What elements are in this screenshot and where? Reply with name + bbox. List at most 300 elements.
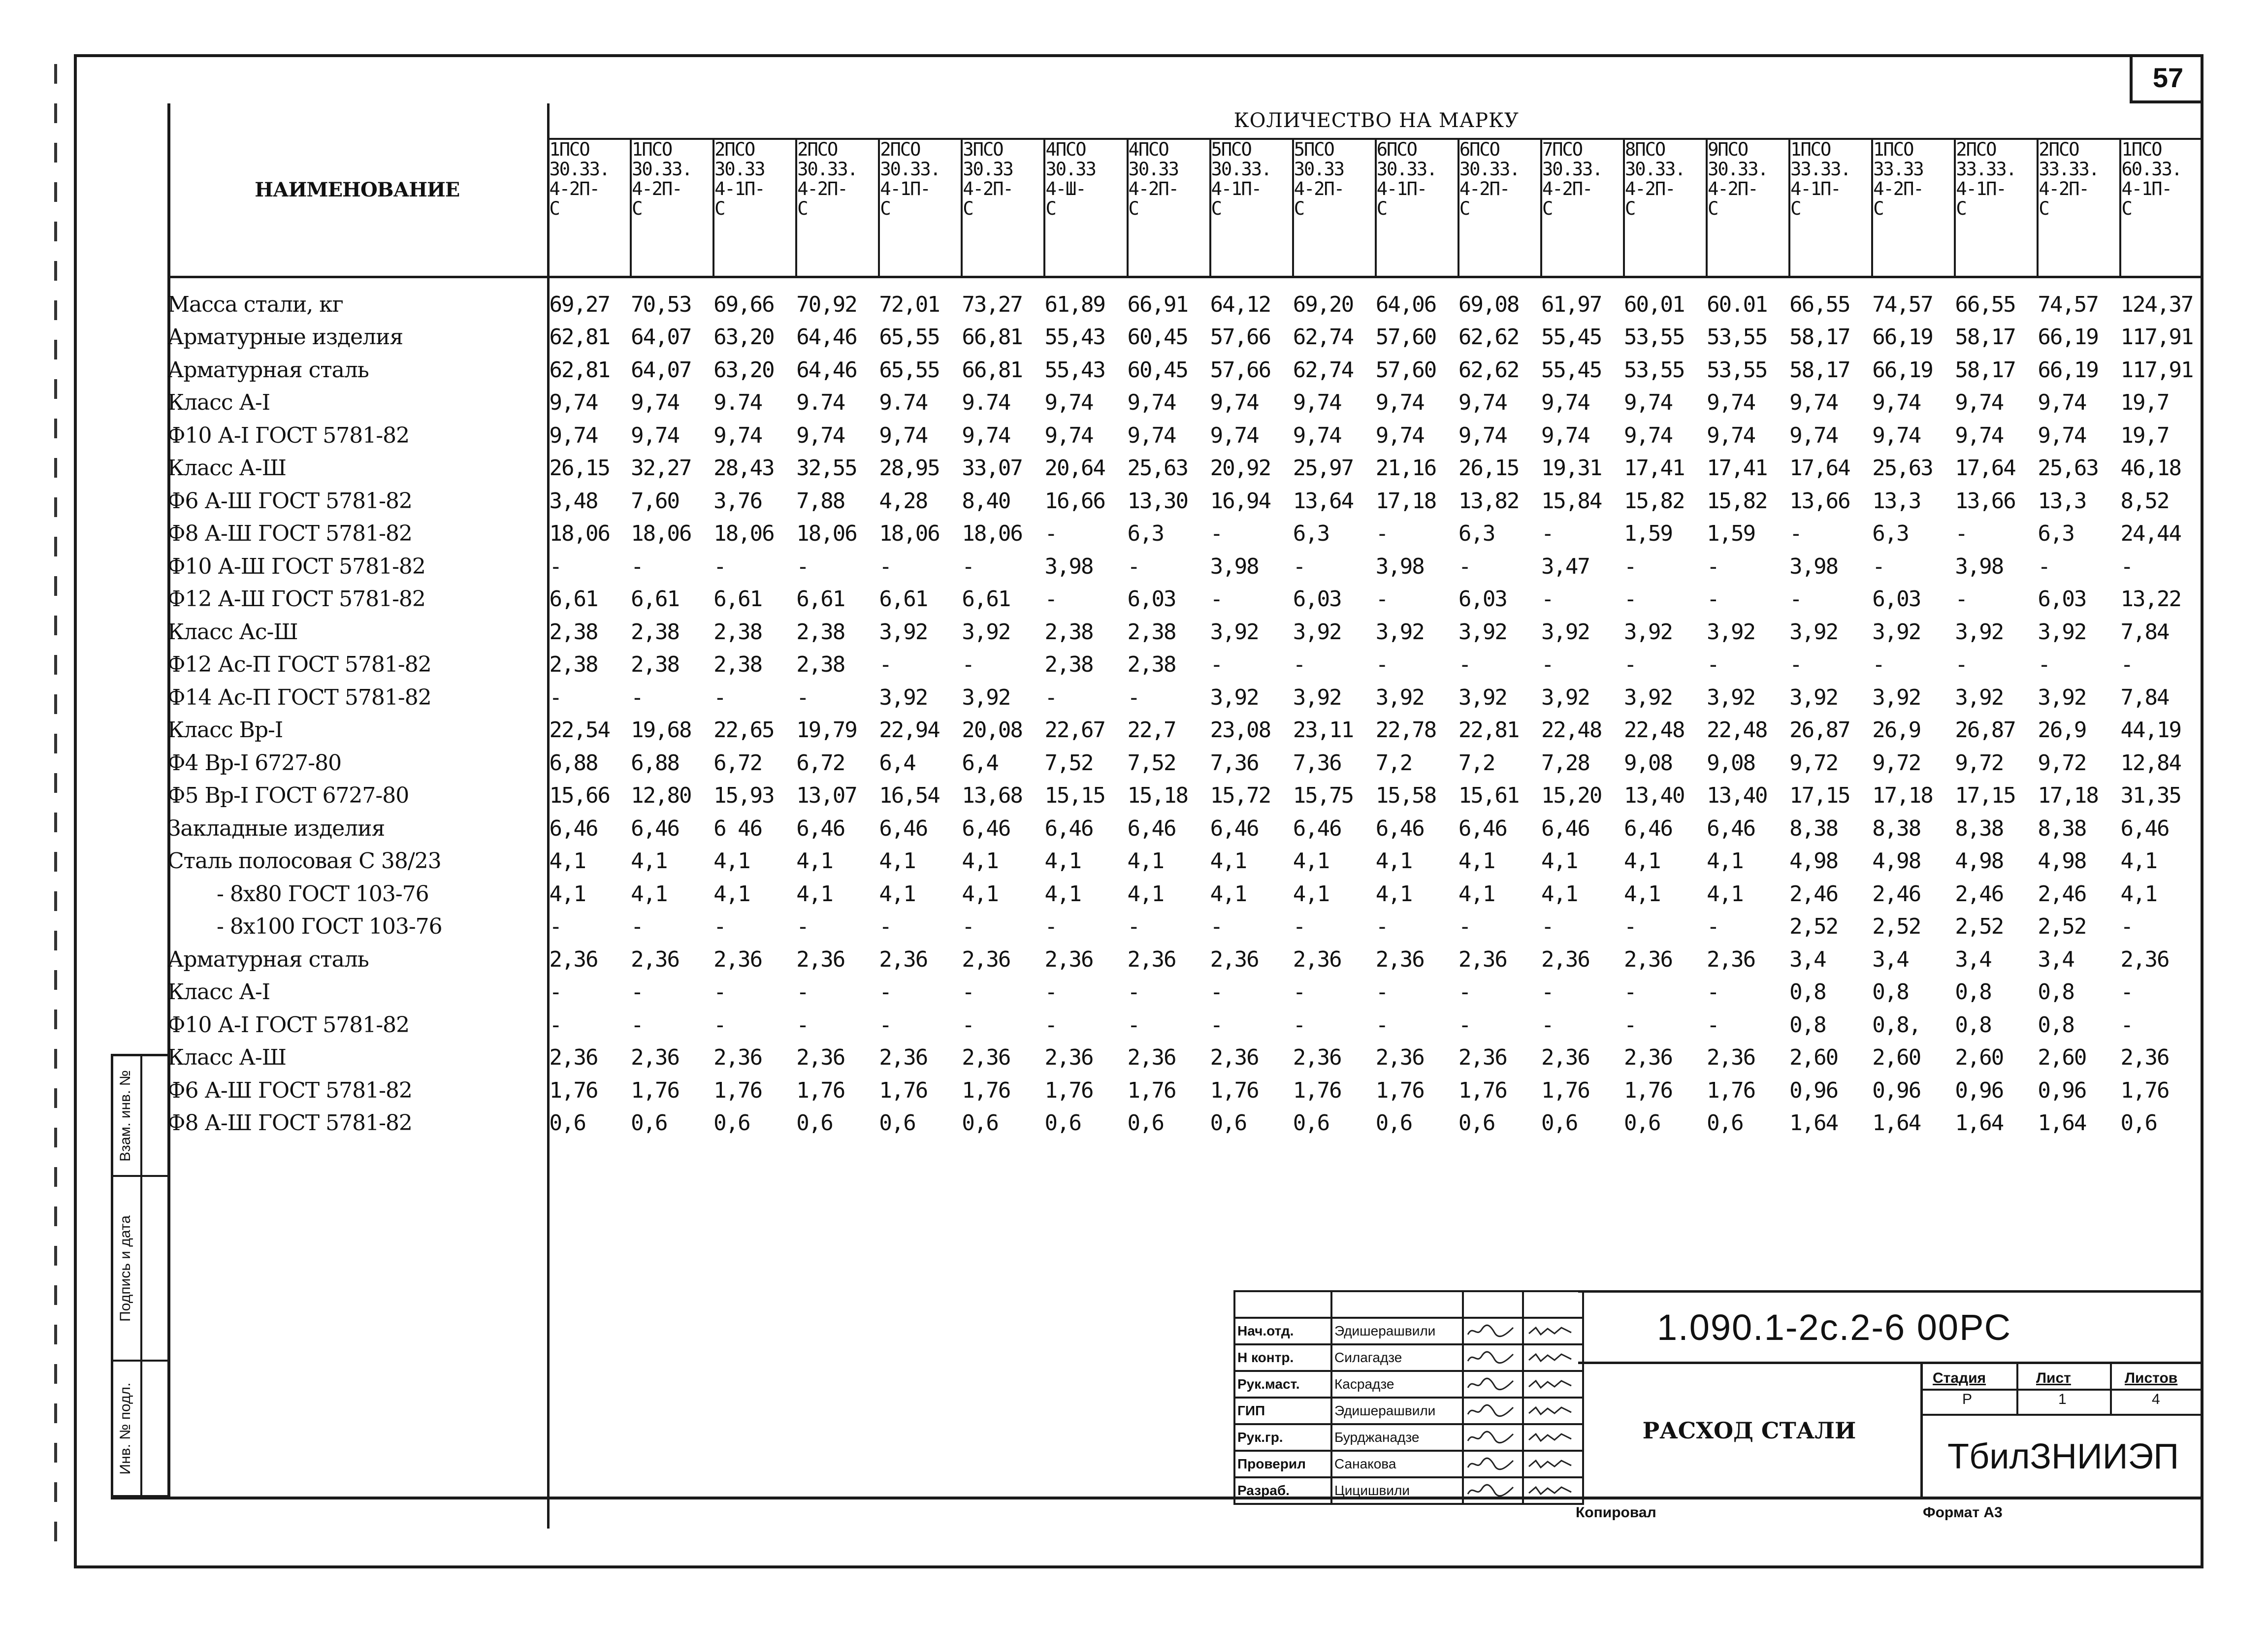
row-name: Ф10 А-I ГОСТ 5781-82 — [167, 1009, 548, 1042]
value-cell: 3,92 — [879, 684, 928, 710]
value-cell: 4,1 — [713, 848, 750, 874]
value-cell: - — [1789, 652, 1802, 678]
value-cell: - — [1458, 554, 1471, 579]
value-cell: 9,72 — [2038, 750, 2086, 776]
value-cell: 2,36 — [1458, 946, 1507, 972]
value-cell: - — [549, 684, 561, 710]
date-scribble-icon — [1526, 1483, 1575, 1498]
signature-date — [1523, 1424, 1583, 1451]
value-cell: 57,60 — [1375, 357, 1436, 383]
value-cell: 9,74 — [1707, 390, 1755, 416]
value-cell: 2,36 — [2120, 1045, 2169, 1071]
value-cell: 6,61 — [631, 586, 680, 612]
signature-role: Н контр. — [1234, 1344, 1331, 1371]
value-cell: 58,17 — [1955, 325, 2015, 350]
mark-code-line: 30.33 — [1128, 159, 1178, 180]
value-cell: 6,46 — [2120, 815, 2169, 841]
row-name: Ф8 А-Ш ГОСТ 5781-82 — [167, 518, 548, 551]
mark-code-line: 2ПСО — [1956, 139, 1996, 160]
value-cell: 15,82 — [1707, 488, 1767, 514]
page-number: 57 — [2130, 54, 2203, 103]
value-cell: 9,74 — [1458, 423, 1507, 448]
value-cell: - — [1293, 1012, 1305, 1038]
value-cell: 17,64 — [1955, 456, 2015, 481]
row-name: Ф12 А-Ш ГОСТ 5781-82 — [167, 583, 548, 616]
table-row — [167, 681, 2203, 714]
signature-date — [1523, 1398, 1583, 1424]
value-cell: 2,36 — [549, 946, 598, 972]
value-cell: 53,55 — [1707, 325, 1767, 350]
table-row — [167, 452, 2203, 485]
value-cell: 1,59 — [1707, 521, 1755, 547]
value-cell: 15,18 — [1127, 783, 1188, 809]
value-cell: 18,06 — [796, 521, 857, 547]
mark-column-header — [1458, 139, 1541, 277]
value-cell: 6,46 — [1707, 815, 1755, 841]
value-cell: 4,1 — [879, 848, 915, 874]
value-cell: - — [796, 554, 809, 579]
value-cell: 9.74 — [879, 390, 928, 416]
margin-label-inv: Инв. № подл. — [117, 1382, 133, 1474]
value-cell: - — [1375, 914, 1388, 940]
value-cell: 55,43 — [1044, 357, 1105, 383]
signature-blank-sign — [1463, 1291, 1523, 1318]
value-cell: 2,38 — [549, 619, 598, 645]
value-cell: 9,74 — [1044, 423, 1093, 448]
mark-code-line: 4-2П- — [1625, 178, 1675, 199]
value-cell: 3,92 — [1955, 684, 2004, 710]
value-cell: 20,92 — [1210, 456, 1271, 481]
row-name: Ф6 А-Ш ГОСТ 5781-82 — [167, 485, 548, 518]
signature-blank-date — [1523, 1291, 1583, 1318]
signature-role: Рук.гр. — [1234, 1424, 1331, 1451]
value-cell: 66,19 — [1872, 357, 1933, 383]
table-row — [167, 419, 2203, 452]
value-cell: 26,9 — [2038, 717, 2086, 743]
mark-column-header — [962, 139, 1044, 277]
value-cell: 9,74 — [1210, 390, 1259, 416]
value-cell: 3,92 — [1210, 684, 1259, 710]
stage-label: Стадия — [1933, 1370, 1986, 1386]
value-cell: 7,88 — [796, 488, 845, 514]
value-cell: 2,38 — [1044, 619, 1093, 645]
organization-name: ТбилЗНИИЭП — [1923, 1416, 2203, 1499]
value-cell: 4,1 — [879, 881, 915, 907]
table-row — [167, 747, 2203, 780]
margin-cell-sign — [113, 1177, 167, 1362]
mark-code-line: С — [1790, 198, 1801, 219]
value-cell: 66,81 — [962, 357, 1022, 383]
value-cell: 18,06 — [713, 521, 774, 547]
value-cell: 4,1 — [549, 848, 585, 874]
row-name: Ф6 А-Ш ГОСТ 5781-82 — [167, 1074, 548, 1107]
value-cell: 17,64 — [1789, 456, 1850, 481]
value-cell: - — [1541, 979, 1554, 1005]
table-row — [167, 1107, 2203, 1140]
handwritten-signature — [1463, 1318, 1523, 1344]
value-cell: - — [1624, 586, 1636, 612]
value-cell: 0,6 — [1541, 1110, 1578, 1136]
value-cell: 55,45 — [1541, 357, 1602, 383]
signature-squiggle-icon — [1466, 1377, 1515, 1392]
value-cell: 19,31 — [1541, 456, 1602, 481]
handwritten-signature — [1463, 1424, 1523, 1451]
date-scribble-icon — [1526, 1403, 1575, 1418]
value-cell: 1,59 — [1624, 521, 1672, 547]
value-cell: 4,1 — [1127, 848, 1164, 874]
value-cell: 6,61 — [879, 586, 928, 612]
value-cell: 2,60 — [1872, 1045, 1921, 1071]
row-name: Класс А-I — [167, 976, 548, 1009]
value-cell: 4,1 — [1293, 881, 1329, 907]
signature-person: Эдишерашвили — [1331, 1398, 1463, 1424]
mark-code-line: 4-1П- — [1790, 178, 1841, 199]
value-cell: 4,1 — [1044, 881, 1081, 907]
value-cell: 20,08 — [962, 717, 1022, 743]
value-cell: 15,20 — [1541, 783, 1602, 809]
value-cell: - — [1458, 652, 1471, 678]
table-row — [167, 911, 2203, 944]
value-cell: - — [713, 554, 726, 579]
value-cell: 12,84 — [2120, 750, 2181, 776]
value-cell: 0,6 — [1707, 1110, 1743, 1136]
value-cell: 6,4 — [962, 750, 998, 776]
value-cell: 0,96 — [1789, 1077, 1838, 1103]
value-cell: 4,1 — [1044, 848, 1081, 874]
value-cell: 19,79 — [796, 717, 857, 743]
row-name: Ф8 А-Ш ГОСТ 5781-82 — [167, 1107, 548, 1140]
value-cell: 3,92 — [962, 684, 1010, 710]
value-cell: 13,68 — [962, 783, 1022, 809]
mark-code-line: 4ПСО — [1045, 139, 1086, 160]
value-cell: 13,07 — [796, 783, 857, 809]
value-cell: 8,40 — [962, 488, 1010, 514]
value-cell: 9,74 — [879, 423, 928, 448]
value-cell: 3,48 — [549, 488, 598, 514]
value-cell: 61,89 — [1044, 292, 1105, 317]
value-cell: 2,38 — [631, 619, 680, 645]
value-cell: 26,15 — [549, 456, 610, 481]
mark-code-line: 4-2П- — [2039, 178, 2089, 199]
value-cell: 7,2 — [1458, 750, 1495, 776]
table-row — [167, 354, 2203, 387]
value-cell: 4,1 — [1210, 881, 1247, 907]
value-cell: 2,36 — [1293, 1045, 1341, 1071]
value-cell: - — [1789, 586, 1802, 612]
crop-mark-left — [54, 64, 57, 1541]
signature-date — [1523, 1477, 1583, 1504]
mark-code-line: 9ПСО — [1708, 139, 1748, 160]
mark-code-line: 7ПСО — [1542, 139, 1583, 160]
value-cell: 9,74 — [1293, 423, 1341, 448]
value-cell: 8,38 — [2038, 815, 2086, 841]
footer-format: Формат А3 — [1923, 1504, 2003, 1521]
value-cell: 31,35 — [2120, 783, 2181, 809]
value-cell: - — [1707, 979, 1719, 1005]
value-cell: 4,1 — [2120, 848, 2157, 874]
value-cell: 6,61 — [796, 586, 845, 612]
value-cell: 4,98 — [2038, 848, 2086, 874]
date-scribble-icon — [1526, 1377, 1575, 1392]
value-cell: 4,1 — [1624, 848, 1660, 874]
row-name: Класс А-Ш — [167, 452, 548, 485]
value-cell: - — [1044, 979, 1057, 1005]
value-cell: 62,74 — [1293, 325, 1354, 350]
value-cell: 3,92 — [1955, 619, 2004, 645]
value-cell: 9,74 — [1293, 390, 1341, 416]
sheets-value: 4 — [2152, 1391, 2160, 1407]
signature-person: Силагадзе — [1331, 1344, 1463, 1371]
value-cell: 2,36 — [1375, 1045, 1424, 1071]
stage-value: Р — [1962, 1391, 1973, 1407]
signature-person: Касрадзе — [1331, 1371, 1463, 1398]
value-cell: 9,74 — [549, 390, 598, 416]
margin-cell-replace — [113, 1056, 167, 1177]
mark-code-line: С — [632, 198, 642, 219]
value-cell: 4,1 — [1707, 848, 1743, 874]
value-cell: 0,6 — [1044, 1110, 1081, 1136]
value-cell: 1,76 — [2120, 1077, 2169, 1103]
row-name: Класс Ас-Ш — [167, 616, 548, 649]
value-cell: - — [1210, 586, 1223, 612]
value-cell: 19,7 — [2120, 423, 2169, 448]
mark-code-line: С — [1045, 198, 1056, 219]
row-name: Класс Вр-I — [167, 714, 548, 747]
value-cell: 3,92 — [1872, 684, 1921, 710]
signature-role: Разраб. — [1234, 1477, 1331, 1504]
value-cell: - — [1127, 684, 1140, 710]
value-cell: 6,46 — [1210, 815, 1259, 841]
signature-squiggle-icon — [1466, 1324, 1515, 1338]
value-cell: 9,74 — [1789, 390, 1838, 416]
value-cell: - — [879, 914, 891, 940]
value-cell: - — [631, 684, 643, 710]
value-cell: 1,76 — [1624, 1077, 1672, 1103]
value-cell: - — [1541, 521, 1554, 547]
value-cell: 2,38 — [796, 619, 845, 645]
value-cell: 1,76 — [962, 1077, 1010, 1103]
value-cell: 3,98 — [1044, 554, 1093, 579]
value-cell: 16,54 — [879, 783, 940, 809]
value-cell: 2,52 — [1955, 914, 2004, 940]
value-cell: 0,6 — [1293, 1110, 1329, 1136]
mark-code-line: 4-1П- — [1211, 178, 1262, 199]
value-cell: - — [1955, 586, 1967, 612]
signature-squiggle-icon — [1466, 1350, 1515, 1365]
value-cell: 6,4 — [879, 750, 915, 776]
row-name: Ф10 А-Ш ГОСТ 5781-82 — [167, 550, 548, 583]
value-cell: - — [1624, 979, 1636, 1005]
value-cell: 2,36 — [1624, 946, 1672, 972]
mark-code-line: 4-1П- — [2121, 178, 2171, 199]
value-cell: 2,36 — [1541, 946, 1589, 972]
value-cell: 1,76 — [1210, 1077, 1259, 1103]
value-cell: 13,40 — [1624, 783, 1685, 809]
value-cell: 0,6 — [549, 1110, 585, 1136]
value-cell: 65,55 — [879, 325, 940, 350]
value-cell: 17,15 — [1789, 783, 1850, 809]
value-cell: - — [1707, 652, 1719, 678]
value-cell: 3,92 — [962, 619, 1010, 645]
mark-column-header — [1376, 139, 1458, 277]
value-cell: 2,36 — [1707, 946, 1755, 972]
value-cell: 2,38 — [1127, 619, 1176, 645]
value-cell: 13,82 — [1458, 488, 1519, 514]
value-cell: 24,44 — [2120, 521, 2181, 547]
value-cell: 55,43 — [1044, 325, 1105, 350]
value-cell: 7,36 — [1293, 750, 1341, 776]
value-cell: 1,76 — [1707, 1077, 1755, 1103]
table-row — [167, 878, 2203, 911]
value-cell: - — [713, 1012, 726, 1038]
value-cell: 4,1 — [631, 848, 667, 874]
mark-column-header — [1624, 139, 1707, 277]
value-cell: 4,1 — [1127, 881, 1164, 907]
value-cell: 8,38 — [1872, 815, 1921, 841]
value-cell: 2,36 — [631, 946, 680, 972]
mark-code-line: 4-2П- — [1459, 178, 1510, 199]
value-cell: 26,87 — [1789, 717, 1850, 743]
value-cell: 66,55 — [1955, 292, 2015, 317]
value-cell: 0,6 — [1624, 1110, 1660, 1136]
mark-column-header — [1789, 139, 1872, 277]
value-cell: 70,92 — [796, 292, 857, 317]
value-cell: 2,36 — [1707, 1045, 1755, 1071]
handwritten-signature — [1463, 1477, 1523, 1504]
value-cell: 13,3 — [1872, 488, 1921, 514]
value-cell: - — [1293, 652, 1305, 678]
value-cell: 3,47 — [1541, 554, 1589, 579]
value-cell: 3,98 — [1210, 554, 1259, 579]
value-cell: 25,63 — [2038, 456, 2098, 481]
value-cell: 2,36 — [1541, 1045, 1589, 1071]
value-cell: - — [1127, 914, 1140, 940]
row-name: - 8х80 ГОСТ 103-76 — [167, 878, 548, 911]
row-name: Арматурная сталь — [167, 354, 548, 387]
value-cell: 2,38 — [631, 652, 680, 678]
value-cell: - — [1955, 521, 1967, 547]
value-cell: 9,74 — [1375, 390, 1424, 416]
mark-column-header — [1707, 139, 1789, 277]
signature-squiggle-icon — [1466, 1430, 1515, 1445]
mark-code-line: 1ПСО — [549, 139, 589, 160]
value-cell: 4,1 — [1210, 848, 1247, 874]
mark-column-header — [1872, 139, 1955, 277]
value-cell: 69,66 — [713, 292, 774, 317]
margin-cell-inv — [113, 1362, 167, 1497]
date-scribble-icon — [1526, 1457, 1575, 1471]
value-cell: 9,74 — [1541, 423, 1589, 448]
signature-row — [1234, 1477, 1583, 1504]
value-cell: 16,94 — [1210, 488, 1271, 514]
handwritten-signature — [1463, 1344, 1523, 1371]
mark-code-line: 33.33. — [2039, 159, 2099, 180]
value-cell: 25,63 — [1127, 456, 1188, 481]
value-cell: 1,76 — [1293, 1077, 1341, 1103]
value-cell: 62,62 — [1458, 357, 1519, 383]
mark-code-line: 30.33 — [963, 159, 1013, 180]
value-cell: 61,97 — [1541, 292, 1602, 317]
mark-code-line: 4-1П- — [1376, 178, 1427, 199]
value-cell: - — [1210, 521, 1223, 547]
value-cell: 4,28 — [879, 488, 928, 514]
value-cell: 17,18 — [1872, 783, 1933, 809]
mark-code-line: 30.33. — [549, 159, 610, 180]
value-cell: 9,74 — [1624, 423, 1672, 448]
value-cell: - — [1210, 914, 1223, 940]
mark-code-line: 6ПСО — [1459, 139, 1499, 160]
value-cell: - — [631, 979, 643, 1005]
margin-label-sign: Подпись и дата — [117, 1215, 133, 1322]
value-cell: 9.74 — [713, 390, 762, 416]
value-cell: - — [1872, 554, 1884, 579]
value-cell: 9,74 — [962, 423, 1010, 448]
value-cell: - — [2120, 554, 2133, 579]
mark-code-line: 1ПСО — [1790, 139, 1831, 160]
mark-code-line: 30.33 — [714, 159, 765, 180]
value-cell: 64,06 — [1375, 292, 1436, 317]
value-cell: 7,36 — [1210, 750, 1259, 776]
value-cell: 8,38 — [1955, 815, 2004, 841]
mark-code-line: 4-1П- — [880, 178, 930, 199]
value-cell: 3,92 — [1375, 684, 1424, 710]
value-cell: 28,43 — [713, 456, 774, 481]
mark-code-line: С — [880, 198, 890, 219]
signature-person: Эдишерашвили — [1331, 1318, 1463, 1344]
value-cell: 4,98 — [1955, 848, 2004, 874]
sheet-label: Лист — [2036, 1370, 2071, 1386]
signature-role: Проверил — [1234, 1451, 1331, 1477]
value-cell: - — [1458, 979, 1471, 1005]
value-cell: 2,60 — [1955, 1045, 2004, 1071]
value-cell: 0,8 — [1789, 979, 1826, 1005]
value-cell: 3,92 — [879, 619, 928, 645]
value-cell: - — [879, 1012, 891, 1038]
value-cell: 3,92 — [1375, 619, 1424, 645]
mark-code-line: 30.33. — [880, 159, 940, 180]
value-cell: 15,84 — [1541, 488, 1602, 514]
value-cell: - — [1210, 1012, 1223, 1038]
value-cell: 0,6 — [713, 1110, 750, 1136]
row-name: Ф14 Ас-П ГОСТ 5781-82 — [167, 681, 548, 714]
value-cell: 0,6 — [1210, 1110, 1247, 1136]
value-cell: 1,76 — [713, 1077, 762, 1103]
value-cell: 6,46 — [549, 815, 598, 841]
value-cell: - — [962, 652, 974, 678]
value-cell: 8,38 — [1789, 815, 1838, 841]
value-cell: 22,78 — [1375, 717, 1436, 743]
value-cell: 7,60 — [631, 488, 680, 514]
value-cell: 3,92 — [1210, 619, 1259, 645]
row-name: Класс А-I — [167, 387, 548, 420]
value-cell: - — [1044, 684, 1057, 710]
mark-code-line: 1ПСО — [1873, 139, 1913, 160]
value-cell: 64,46 — [796, 357, 857, 383]
row-name: Арматурные изделия — [167, 321, 548, 354]
value-cell: 13,64 — [1293, 488, 1354, 514]
value-cell: - — [1127, 554, 1140, 579]
value-cell: 57,66 — [1210, 357, 1271, 383]
value-cell: 2,52 — [1872, 914, 1921, 940]
value-cell: 22,65 — [713, 717, 774, 743]
value-cell: 0,6 — [796, 1110, 833, 1136]
table-row — [167, 518, 2203, 551]
value-cell: 6,46 — [796, 815, 845, 841]
value-cell: - — [1624, 652, 1636, 678]
value-cell: 2,36 — [1624, 1045, 1672, 1071]
value-cell: 6,88 — [631, 750, 680, 776]
value-cell: 2,36 — [1127, 1045, 1176, 1071]
